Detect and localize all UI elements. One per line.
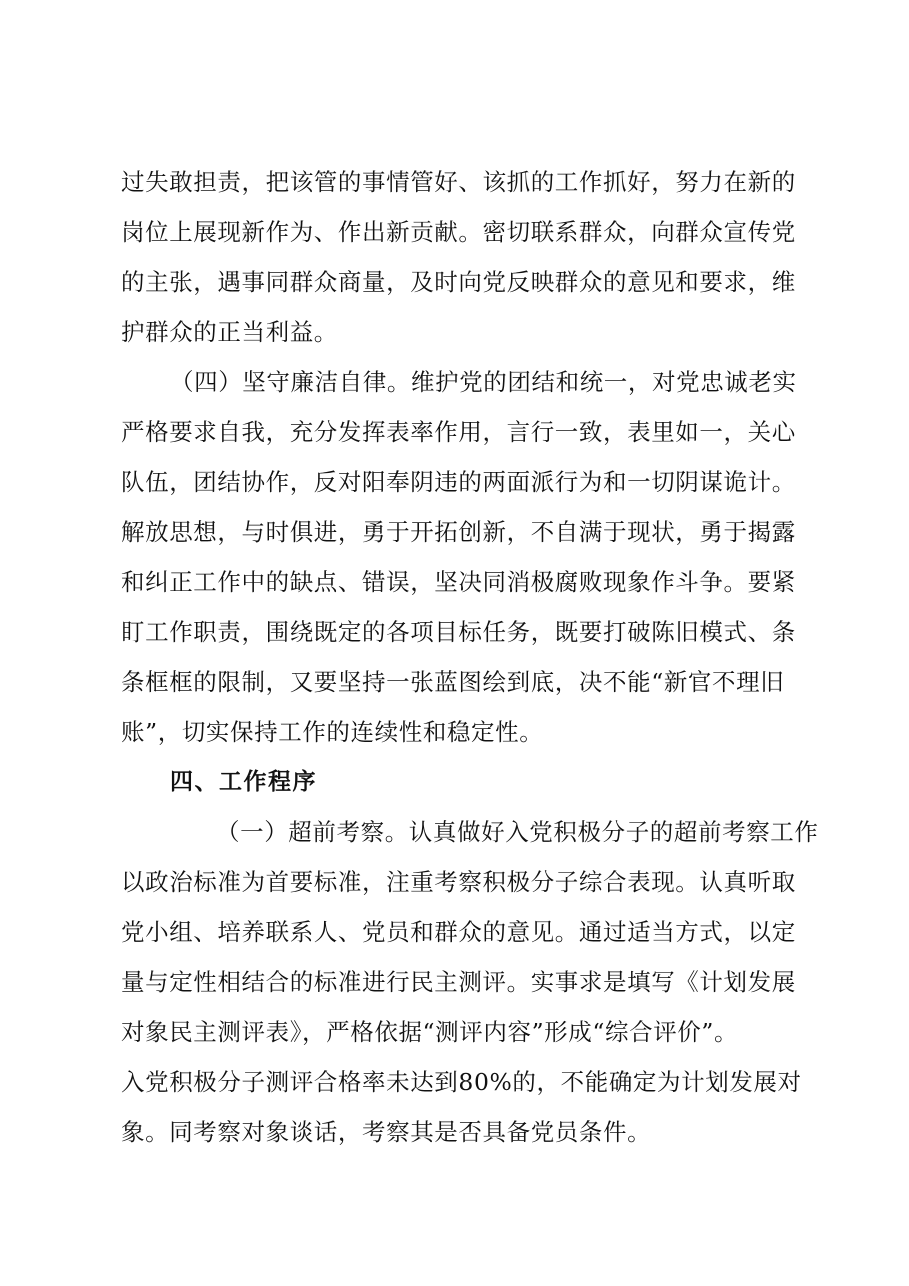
- text-line: 入党积极分子测评合格率未达到80%的，不能确定为计划发展对: [121, 1068, 802, 1096]
- paragraph-2-line-6: [0, 608, 909, 656]
- paragraph-2-line-4: [0, 508, 909, 556]
- text-line: 以政治标准为首要标准，注重考察积极分子综合表现。认真听取: [121, 868, 796, 896]
- text-line: 党小组、培养联系人、党员和群众的意见。通过适当方式，以定: [121, 918, 796, 946]
- paragraph-3-line-4: [0, 958, 909, 1006]
- paragraph-2-line-7: [0, 658, 909, 706]
- paragraph-3-line-6: [0, 1058, 909, 1106]
- paragraph-3-line-1: [0, 808, 909, 856]
- paragraph-3-line-3: [0, 908, 909, 956]
- text-line: 量与定性相结合的标准进行民主测评。实事求是填写《计划发展: [121, 968, 796, 996]
- paragraph-2-line-8: [0, 708, 909, 756]
- text-line: 岗位上展现新作为、作出新贡献。密切联系群众，向群众宣传党: [121, 218, 796, 246]
- paragraph-2-line-3: [0, 458, 909, 506]
- paragraph-1-line-4: [0, 308, 909, 356]
- text-line: 象。同考察对象谈话，考察其是否具备党员条件。: [121, 1118, 652, 1146]
- paragraph-3-line-5: [0, 1008, 909, 1056]
- text-line: （一）超前考察。认真做好入党积极分子的超前考察工作: [216, 818, 819, 846]
- paragraph-3-line-7: [0, 1108, 909, 1156]
- text-line: 队伍，团结协作，反对阳奉阴违的两面派行为和一切阴谋诡计。: [121, 468, 796, 496]
- paragraph-2-line-2: [0, 408, 909, 456]
- text-line: 护群众的正当利益。: [121, 318, 338, 346]
- text-line: 对象民主测评表》，严格依据“测评内容”形成“综合评价”。: [121, 1018, 739, 1046]
- text-line: 账”，切实保持工作的连续性和稳定性。: [121, 718, 544, 746]
- text-line: 条框框的限制，又要坚持一张蓝图绘到底，决不能“新官不理旧: [121, 668, 785, 696]
- paragraph-3-line-2: [0, 858, 909, 906]
- paragraph-1-line-1: [0, 158, 909, 206]
- paragraph-1-line-3: [0, 258, 909, 306]
- paragraph-1-line-2: [0, 208, 909, 256]
- section-heading: 四、工作程序: [170, 769, 317, 795]
- text-line: 解放思想，与时俱进，勇于开拓创新，不自满于现状，勇于揭露: [121, 518, 796, 546]
- text-line: 和纠正工作中的缺点、错误，坚决同消极腐败现象作斗争。要紧: [121, 568, 796, 596]
- paragraph-2-line-5: [0, 558, 909, 606]
- text-line: 盯工作职责，围绕既定的各项目标任务，既要打破陈旧模式、条: [121, 618, 796, 646]
- text-line: 过失敢担责，把该管的事情管好、该抓的工作抓好，努力在新的: [121, 168, 796, 196]
- paragraph-2-line-1: [0, 358, 909, 406]
- section-heading-row: [0, 758, 909, 806]
- text-line: 的主张，遇事同群众商量，及时向党反映群众的意见和要求，维: [121, 268, 796, 296]
- text-line: （四）坚守廉洁自律。维护党的团结和统一，对党忠诚老实: [170, 368, 797, 396]
- text-line: 严格要求自我，充分发挥表率作用，言行一致，表里如一，关心: [121, 418, 796, 446]
